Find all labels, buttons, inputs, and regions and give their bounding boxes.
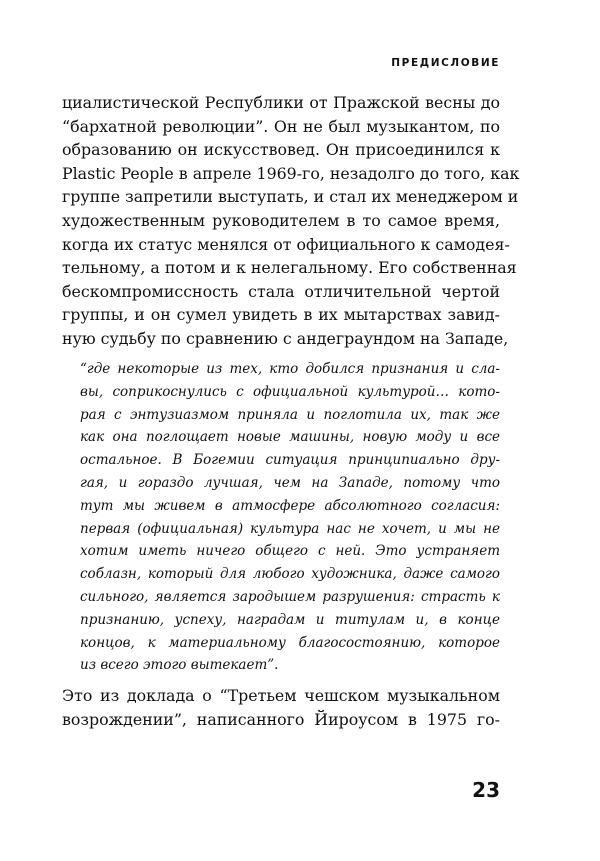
quote-line: из всего этого вытекает”.	[80, 657, 279, 674]
running-header: ПРЕДИСЛОВИЕ	[391, 57, 500, 69]
page-number: 23	[472, 778, 500, 802]
paragraph-line: художественным руководителем в то самое время,	[62, 210, 500, 230]
paragraph-line: бескомпромиссность стала отличительной чертой	[62, 281, 500, 301]
block-quote	[80, 358, 500, 677]
quote-line: как она поглощает новые машины, новую моду и все	[80, 429, 500, 446]
paragraph-line: группы, и он сумел увидеть в их мытарствах завид-	[62, 305, 500, 325]
quote-line: хотим иметь ничего общего с ней. Это устраняет	[80, 543, 500, 560]
paragraph-line: группе запретили выступать, и стал их менеджером и	[62, 187, 519, 207]
paragraph-2	[62, 684, 500, 731]
paragraph-line: ную судьбу по сравнению с андеграундом на Западе,	[62, 328, 509, 348]
quote-line: первая (официальная) культура нас не хочет, и мы не	[80, 520, 500, 537]
paragraph-line: возрождении”, написанного Йироусом в 1975 го-	[62, 709, 500, 729]
quote-line: “где некоторые из тех, кто добился признания и сла-	[80, 361, 500, 377]
quote-line: вы, соприкоснулись с официальной культурой… кото-	[80, 383, 500, 400]
paragraph-line: циалистической Республики от Пражской весны до	[62, 93, 500, 112]
quote-line: тут мы живем в атмосфере абсолютного согласия:	[80, 497, 500, 514]
quote-line: соблазн, который для любого художника, даже самого	[80, 566, 500, 583]
paragraph-line: Это из доклада о “Третьем чешском музыкальном	[62, 686, 500, 705]
paragraph-line: Plastic People в апреле 1969-го, незадолго до того, как	[62, 163, 520, 183]
quote-line: гая, и гораздо лучшая, чем на Западе, потому что	[80, 474, 500, 491]
paragraph-line: тельному, а потом и к нелегальному. Его собственная	[62, 258, 517, 278]
paragraph-line: образованию он искусствовед. Он присоединился к	[62, 140, 500, 160]
paragraph-line: когда их статус менялся от официального к самодея-	[62, 234, 510, 254]
quote-line: признанию, успеху, наградам и титулам и, в конце	[80, 611, 500, 628]
paragraph-line: “бархатной революции”. Он не был музыкантом, по	[62, 116, 500, 136]
paragraph-1	[62, 91, 520, 351]
quote-line: концов, к материальному благосостоянию, которое	[80, 634, 500, 651]
quote-line: остальное. В Богемии ситуация принципиально дру-	[80, 452, 500, 469]
quote-line: сильного, является зародышем разрушения: страсть к	[80, 588, 500, 605]
quote-line: рая с энтузиазмом приняла и поглотила их, так же	[80, 406, 500, 423]
